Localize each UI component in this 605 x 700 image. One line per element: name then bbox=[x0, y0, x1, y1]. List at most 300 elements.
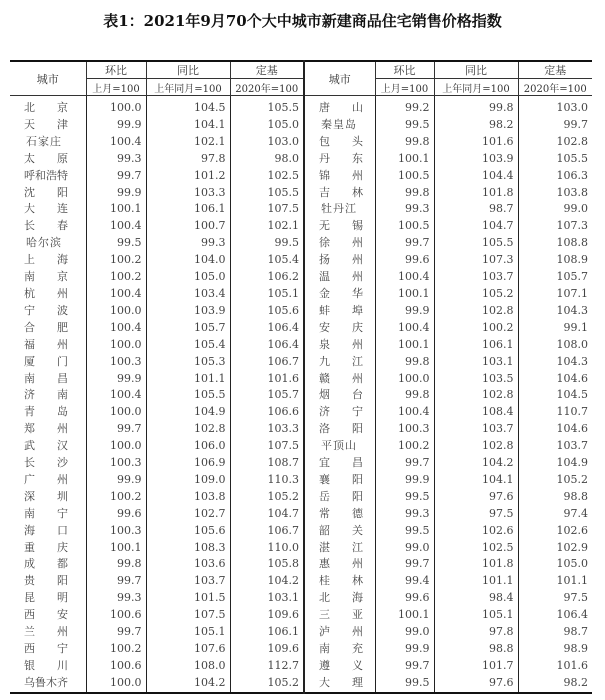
city-name bbox=[304, 185, 375, 202]
city-name bbox=[304, 404, 375, 421]
mom-value: 99.5 bbox=[375, 117, 434, 134]
city-name bbox=[10, 658, 86, 675]
fixed-value: 101.1 bbox=[518, 573, 592, 590]
table-row bbox=[10, 134, 592, 151]
city-name bbox=[304, 151, 375, 168]
city-label: 安 庆 bbox=[319, 320, 363, 334]
table-row bbox=[10, 658, 592, 675]
mom-value: 99.2 bbox=[375, 96, 434, 117]
fixed-value: 104.6 bbox=[518, 371, 592, 388]
yoy-value: 105.1 bbox=[146, 624, 230, 641]
city-name bbox=[304, 387, 375, 404]
table-row bbox=[10, 438, 592, 455]
yoy-value: 101.1 bbox=[146, 371, 230, 388]
city-label: 南 昌 bbox=[24, 371, 68, 385]
mom-value: 100.2 bbox=[86, 269, 146, 286]
yoy-value: 102.8 bbox=[434, 387, 518, 404]
city-name bbox=[10, 472, 86, 489]
fixed-value: 99.1 bbox=[518, 320, 592, 337]
city-label: 北 海 bbox=[319, 591, 363, 605]
fixed-value: 98.2 bbox=[518, 675, 592, 693]
city-label: 大 连 bbox=[24, 202, 68, 216]
table-row bbox=[10, 252, 592, 269]
fixed-value: 103.7 bbox=[518, 438, 592, 455]
table-row bbox=[10, 506, 592, 523]
fixed-value: 105.0 bbox=[230, 117, 304, 134]
mom-value: 99.3 bbox=[375, 506, 434, 523]
table-row bbox=[10, 185, 592, 202]
mom-value: 99.7 bbox=[86, 624, 146, 641]
header-yoy-base-left: 上年同月=100 bbox=[146, 79, 230, 96]
mom-value: 100.0 bbox=[86, 96, 146, 117]
city-name bbox=[10, 303, 86, 320]
table-row bbox=[10, 303, 592, 320]
fixed-value: 104.3 bbox=[518, 354, 592, 371]
city-label: 青 岛 bbox=[24, 405, 68, 419]
city-name bbox=[10, 168, 86, 185]
mom-value: 100.0 bbox=[86, 404, 146, 421]
city-label: 韶 关 bbox=[319, 523, 363, 537]
city-label: 哈尔滨 bbox=[26, 236, 62, 250]
city-label: 牡丹江 bbox=[321, 202, 357, 216]
mom-value: 99.9 bbox=[86, 185, 146, 202]
yoy-value: 97.8 bbox=[146, 151, 230, 168]
city-label: 唐 山 bbox=[319, 101, 363, 114]
city-name bbox=[304, 438, 375, 455]
fixed-value: 108.7 bbox=[230, 455, 304, 472]
table-title: 表1：2021年9月70个大中城市新建商品住宅销售价格指数 bbox=[103, 12, 502, 30]
city-name bbox=[10, 641, 86, 658]
yoy-value: 97.6 bbox=[434, 675, 518, 693]
fixed-value: 102.5 bbox=[230, 168, 304, 185]
yoy-value: 102.1 bbox=[146, 134, 230, 151]
city-name bbox=[304, 235, 375, 252]
city-name bbox=[10, 387, 86, 404]
city-name bbox=[304, 371, 375, 388]
yoy-value: 103.3 bbox=[146, 185, 230, 202]
fixed-value: 98.7 bbox=[518, 624, 592, 641]
city-name bbox=[304, 573, 375, 590]
fixed-value: 106.2 bbox=[230, 269, 304, 286]
mom-value: 100.4 bbox=[86, 387, 146, 404]
city-name bbox=[304, 607, 375, 624]
mom-value: 100.1 bbox=[375, 151, 434, 168]
mom-value: 99.9 bbox=[375, 641, 434, 658]
city-name bbox=[10, 201, 86, 218]
yoy-value: 104.0 bbox=[146, 252, 230, 269]
mom-value: 100.4 bbox=[86, 286, 146, 303]
city-label: 吉 林 bbox=[319, 185, 363, 199]
yoy-value: 105.7 bbox=[146, 320, 230, 337]
city-label: 西 安 bbox=[24, 608, 68, 622]
yoy-value: 100.7 bbox=[146, 218, 230, 235]
yoy-value: 104.1 bbox=[434, 472, 518, 489]
fixed-value: 98.8 bbox=[518, 489, 592, 506]
mom-value: 99.7 bbox=[375, 658, 434, 675]
price-index-table bbox=[10, 60, 592, 694]
fixed-value: 105.7 bbox=[518, 269, 592, 286]
city-label: 北 京 bbox=[24, 101, 68, 114]
city-name bbox=[10, 252, 86, 269]
city-label: 杭 州 bbox=[24, 286, 68, 300]
city-name bbox=[304, 269, 375, 286]
table-row bbox=[10, 675, 592, 693]
fixed-value: 106.6 bbox=[230, 404, 304, 421]
fixed-value: 102.6 bbox=[518, 523, 592, 540]
city-label: 长 沙 bbox=[24, 456, 68, 470]
mom-value: 100.4 bbox=[375, 269, 434, 286]
yoy-value: 101.8 bbox=[434, 556, 518, 573]
yoy-value: 105.5 bbox=[146, 387, 230, 404]
city-label: 上 海 bbox=[24, 253, 68, 267]
yoy-value: 105.1 bbox=[434, 607, 518, 624]
fixed-value: 107.1 bbox=[518, 286, 592, 303]
yoy-value: 103.4 bbox=[146, 286, 230, 303]
yoy-value: 104.5 bbox=[146, 96, 230, 117]
yoy-value: 105.4 bbox=[146, 337, 230, 354]
fixed-value: 109.6 bbox=[230, 607, 304, 624]
city-name bbox=[10, 506, 86, 523]
header-city-left: 城市 bbox=[10, 61, 86, 96]
header-yoy-right: 同比 bbox=[434, 61, 518, 79]
yoy-value: 104.4 bbox=[434, 168, 518, 185]
yoy-value: 97.6 bbox=[434, 489, 518, 506]
city-name bbox=[10, 151, 86, 168]
city-label: 常 德 bbox=[319, 506, 363, 520]
mom-value: 100.2 bbox=[375, 438, 434, 455]
fixed-value: 105.7 bbox=[230, 387, 304, 404]
fixed-value: 106.3 bbox=[518, 168, 592, 185]
city-name bbox=[10, 590, 86, 607]
header-city-right: 城市 bbox=[304, 61, 375, 96]
fixed-value: 101.6 bbox=[518, 658, 592, 675]
fixed-value: 105.2 bbox=[230, 489, 304, 506]
city-name bbox=[10, 185, 86, 202]
yoy-value: 107.6 bbox=[146, 641, 230, 658]
city-label: 遵 义 bbox=[319, 658, 363, 672]
mom-value: 99.9 bbox=[86, 472, 146, 489]
mom-value: 100.0 bbox=[86, 337, 146, 354]
table-row bbox=[10, 404, 592, 421]
header-mom-base-left: 上月=100 bbox=[86, 79, 146, 96]
header-yoy-base-right: 上年同月=100 bbox=[434, 79, 518, 96]
yoy-value: 103.7 bbox=[146, 573, 230, 590]
city-label: 丹 东 bbox=[319, 151, 363, 165]
mom-value: 100.3 bbox=[86, 354, 146, 371]
mom-value: 100.3 bbox=[86, 523, 146, 540]
city-name bbox=[10, 134, 86, 151]
city-label: 襄 阳 bbox=[319, 472, 363, 486]
fixed-value: 104.2 bbox=[230, 573, 304, 590]
fixed-value: 107.5 bbox=[230, 438, 304, 455]
city-name bbox=[304, 489, 375, 506]
city-label: 石家庄 bbox=[26, 134, 62, 148]
yoy-value: 103.6 bbox=[146, 556, 230, 573]
city-name bbox=[304, 540, 375, 557]
city-label: 温 州 bbox=[319, 270, 363, 284]
mom-value: 99.7 bbox=[86, 168, 146, 185]
fixed-value: 105.2 bbox=[230, 675, 304, 693]
mom-value: 100.4 bbox=[86, 218, 146, 235]
yoy-value: 108.0 bbox=[146, 658, 230, 675]
fixed-value: 107.3 bbox=[518, 218, 592, 235]
city-name bbox=[10, 96, 86, 117]
header-mom-base-right: 上月=100 bbox=[375, 79, 434, 96]
yoy-value: 104.1 bbox=[146, 117, 230, 134]
table-row bbox=[10, 168, 592, 185]
mom-value: 100.4 bbox=[86, 320, 146, 337]
yoy-value: 98.8 bbox=[434, 641, 518, 658]
mom-value: 99.8 bbox=[86, 556, 146, 573]
city-label: 洛 阳 bbox=[319, 422, 363, 436]
table-row bbox=[10, 573, 592, 590]
city-name bbox=[10, 354, 86, 371]
fixed-value: 105.0 bbox=[518, 556, 592, 573]
fixed-value: 102.9 bbox=[518, 540, 592, 557]
city-label: 徐 州 bbox=[319, 236, 363, 250]
header-fixed-left: 定基 bbox=[230, 61, 304, 79]
city-name bbox=[304, 421, 375, 438]
city-name bbox=[304, 201, 375, 218]
city-label: 宁 波 bbox=[24, 303, 68, 317]
city-label: 济 宁 bbox=[319, 405, 363, 419]
fixed-value: 98.9 bbox=[518, 641, 592, 658]
mom-value: 100.0 bbox=[86, 303, 146, 320]
yoy-value: 103.9 bbox=[434, 151, 518, 168]
city-name bbox=[10, 404, 86, 421]
header-mom-right: 环比 bbox=[375, 61, 434, 79]
header-row bbox=[10, 61, 592, 79]
city-label: 广 州 bbox=[24, 472, 68, 486]
table-row bbox=[10, 523, 592, 540]
yoy-value: 104.2 bbox=[434, 455, 518, 472]
header-fixed-right: 定基 bbox=[518, 61, 592, 79]
fixed-value: 101.6 bbox=[230, 371, 304, 388]
city-name bbox=[10, 235, 86, 252]
mom-value: 99.7 bbox=[375, 235, 434, 252]
mom-value: 99.9 bbox=[86, 371, 146, 388]
yoy-value: 107.5 bbox=[146, 607, 230, 624]
mom-value: 100.4 bbox=[375, 320, 434, 337]
mom-value: 99.7 bbox=[375, 556, 434, 573]
mom-value: 99.6 bbox=[375, 590, 434, 607]
header-yoy-left: 同比 bbox=[146, 61, 230, 79]
fixed-value: 105.1 bbox=[230, 286, 304, 303]
yoy-value: 105.6 bbox=[146, 523, 230, 540]
city-name bbox=[304, 675, 375, 693]
city-label: 西 宁 bbox=[24, 642, 68, 655]
fixed-value: 105.5 bbox=[230, 96, 304, 117]
city-name bbox=[304, 624, 375, 641]
fixed-value: 106.4 bbox=[518, 607, 592, 624]
city-label: 惠 州 bbox=[319, 557, 363, 571]
city-name bbox=[10, 489, 86, 506]
city-name bbox=[304, 556, 375, 573]
city-name bbox=[304, 96, 375, 117]
city-name bbox=[304, 117, 375, 134]
city-name bbox=[10, 540, 86, 557]
table-row bbox=[10, 354, 592, 371]
yoy-value: 106.9 bbox=[146, 455, 230, 472]
yoy-value: 105.3 bbox=[146, 354, 230, 371]
mom-value: 99.6 bbox=[86, 506, 146, 523]
yoy-value: 102.6 bbox=[434, 523, 518, 540]
fixed-value: 108.9 bbox=[518, 252, 592, 269]
city-name bbox=[10, 607, 86, 624]
fixed-value: 104.9 bbox=[518, 455, 592, 472]
mom-value: 99.0 bbox=[375, 624, 434, 641]
city-name bbox=[10, 455, 86, 472]
city-label: 湛 江 bbox=[319, 540, 363, 554]
mom-value: 100.5 bbox=[375, 218, 434, 235]
fixed-value: 105.4 bbox=[230, 252, 304, 269]
city-label: 海 口 bbox=[24, 523, 68, 537]
yoy-value: 101.7 bbox=[434, 658, 518, 675]
yoy-value: 103.5 bbox=[434, 371, 518, 388]
city-name bbox=[10, 286, 86, 303]
yoy-value: 101.2 bbox=[146, 168, 230, 185]
city-label: 郑 州 bbox=[24, 422, 68, 436]
fixed-value: 102.8 bbox=[518, 134, 592, 151]
fixed-value: 97.5 bbox=[518, 590, 592, 607]
fixed-value: 105.5 bbox=[230, 185, 304, 202]
fixed-value: 109.6 bbox=[230, 641, 304, 658]
table-row bbox=[10, 337, 592, 354]
mom-value: 100.2 bbox=[86, 489, 146, 506]
city-name bbox=[304, 320, 375, 337]
yoy-value: 104.7 bbox=[434, 218, 518, 235]
yoy-value: 103.7 bbox=[434, 421, 518, 438]
table-body bbox=[10, 96, 592, 693]
city-label: 成 都 bbox=[24, 557, 68, 571]
mom-value: 100.0 bbox=[86, 675, 146, 693]
fixed-value: 112.7 bbox=[230, 658, 304, 675]
table-row bbox=[10, 455, 592, 472]
city-name bbox=[10, 320, 86, 337]
fixed-value: 105.6 bbox=[230, 303, 304, 320]
mom-value: 99.5 bbox=[86, 235, 146, 252]
fixed-value: 99.7 bbox=[518, 117, 592, 134]
city-name bbox=[10, 556, 86, 573]
city-label: 福 州 bbox=[24, 337, 68, 351]
city-label: 泸 州 bbox=[319, 625, 363, 639]
city-label: 大 理 bbox=[319, 675, 363, 689]
city-label: 三 亚 bbox=[319, 608, 363, 622]
city-name bbox=[304, 658, 375, 675]
yoy-value: 97.5 bbox=[434, 506, 518, 523]
mom-value: 100.1 bbox=[375, 607, 434, 624]
table-row bbox=[10, 201, 592, 218]
city-label: 平顶山 bbox=[321, 439, 357, 453]
mom-value: 99.5 bbox=[375, 675, 434, 693]
yoy-value: 97.8 bbox=[434, 624, 518, 641]
city-label: 秦皇岛 bbox=[321, 117, 357, 131]
city-label: 赣 州 bbox=[319, 371, 363, 385]
city-label: 厦 门 bbox=[24, 354, 68, 368]
city-label: 乌鲁木齐 bbox=[24, 675, 68, 689]
mom-value: 100.1 bbox=[375, 286, 434, 303]
mom-value: 99.4 bbox=[375, 573, 434, 590]
fixed-value: 102.1 bbox=[230, 218, 304, 235]
city-label: 深 圳 bbox=[24, 489, 68, 503]
fixed-value: 105.8 bbox=[230, 556, 304, 573]
city-label: 桂 林 bbox=[319, 574, 363, 588]
city-name bbox=[304, 523, 375, 540]
fixed-value: 106.4 bbox=[230, 337, 304, 354]
yoy-value: 106.0 bbox=[146, 438, 230, 455]
fixed-value: 106.7 bbox=[230, 523, 304, 540]
yoy-value: 101.8 bbox=[434, 185, 518, 202]
yoy-value: 99.3 bbox=[146, 235, 230, 252]
city-label: 武 汉 bbox=[24, 439, 68, 453]
yoy-value: 103.1 bbox=[434, 354, 518, 371]
mom-value: 99.3 bbox=[86, 151, 146, 168]
city-name bbox=[10, 421, 86, 438]
mom-value: 100.3 bbox=[86, 455, 146, 472]
table-row bbox=[10, 641, 592, 658]
yoy-value: 106.1 bbox=[434, 337, 518, 354]
mom-value: 99.0 bbox=[375, 540, 434, 557]
table-row bbox=[10, 269, 592, 286]
table-row bbox=[10, 556, 592, 573]
table-row bbox=[10, 489, 592, 506]
city-label: 金 华 bbox=[319, 286, 363, 300]
mom-value: 100.5 bbox=[375, 168, 434, 185]
city-name bbox=[304, 354, 375, 371]
fixed-value: 99.5 bbox=[230, 235, 304, 252]
yoy-value: 106.1 bbox=[146, 201, 230, 218]
city-name bbox=[304, 286, 375, 303]
fixed-value: 108.0 bbox=[518, 337, 592, 354]
mom-value: 100.1 bbox=[86, 540, 146, 557]
table-row bbox=[10, 371, 592, 388]
city-name bbox=[10, 523, 86, 540]
yoy-value: 101.5 bbox=[146, 590, 230, 607]
fixed-value: 103.1 bbox=[230, 590, 304, 607]
mom-value: 100.1 bbox=[375, 337, 434, 354]
yoy-value: 101.6 bbox=[434, 134, 518, 151]
mom-value: 100.6 bbox=[86, 658, 146, 675]
fixed-value: 98.0 bbox=[230, 151, 304, 168]
mom-value: 100.0 bbox=[375, 371, 434, 388]
table-row bbox=[10, 472, 592, 489]
yoy-value: 105.0 bbox=[146, 269, 230, 286]
fixed-value: 105.5 bbox=[518, 151, 592, 168]
city-name bbox=[304, 218, 375, 235]
mom-value: 99.9 bbox=[86, 117, 146, 134]
fixed-value: 99.0 bbox=[518, 201, 592, 218]
city-name bbox=[10, 624, 86, 641]
table-row bbox=[10, 624, 592, 641]
city-name bbox=[10, 675, 86, 693]
fixed-value: 108.8 bbox=[518, 235, 592, 252]
city-label: 岳 阳 bbox=[319, 489, 363, 503]
table-row bbox=[10, 235, 592, 252]
header-fixed-base-left: 2020年=100 bbox=[230, 79, 304, 96]
mom-value: 100.4 bbox=[375, 404, 434, 421]
city-label: 南 充 bbox=[319, 642, 363, 655]
mom-value: 99.8 bbox=[375, 354, 434, 371]
mom-value: 99.5 bbox=[375, 523, 434, 540]
fixed-value: 107.5 bbox=[230, 201, 304, 218]
table-row bbox=[10, 421, 592, 438]
header-fixed-base-right: 2020年=100 bbox=[518, 79, 592, 96]
yoy-value: 101.1 bbox=[434, 573, 518, 590]
city-label: 贵 阳 bbox=[24, 574, 68, 588]
yoy-value: 107.3 bbox=[434, 252, 518, 269]
city-name bbox=[10, 573, 86, 590]
table-row bbox=[10, 590, 592, 607]
